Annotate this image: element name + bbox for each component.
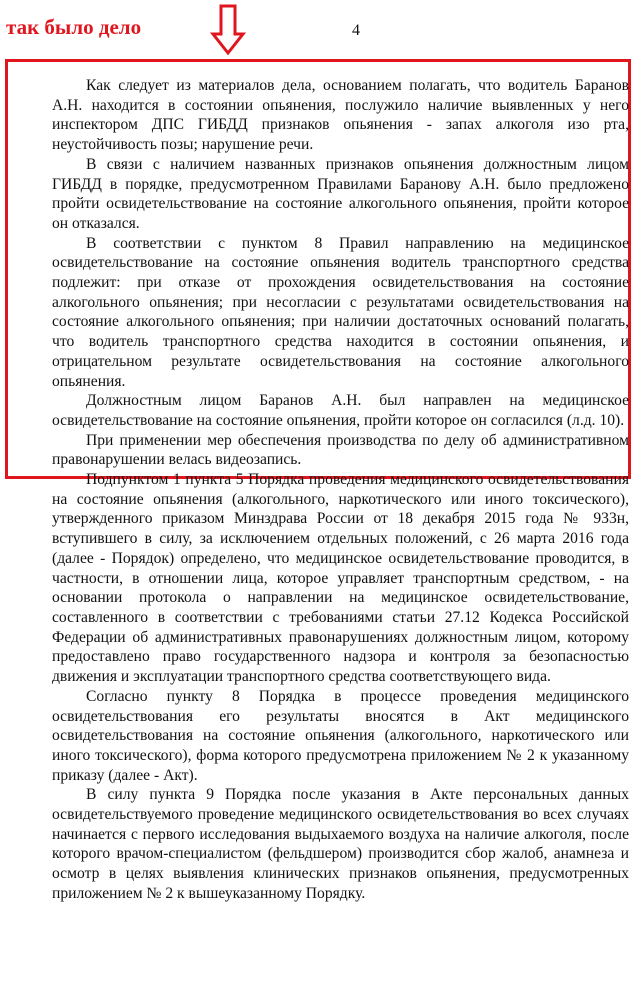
document-body: [52, 76, 629, 904]
paragraph: При применении мер обеспечения производства по делу об административном правонарушении велась видеозапись.: [52, 431, 629, 469]
paragraph: Подпунктом 1 пункта 5 Порядка проведения медицинского освидетельствования на состояние опьянения (алкогольного, наркотического или иного токсического), утвержденного приказом Минздрава России от 18 декабря 2015 года № 933н, вступившего в силу, за исключением отдельных положений, с 26 марта 2016 года (далее - Порядок) определено, что медицинское освидетельствование проводится, в частности, в отношении лица, которое управляет транспортным средством, - на основании протокола о направлении на медицинское освидетельствование, составленного в соответствии с требованиями статьи 27.12 Кодекса Российской Федерации об административных правонарушениях должностным лицом, которому предоставлено право государственного надзора и контроля за безопасностью движения и эксплуатации транспортного средства соответствующего вида.: [52, 471, 629, 686]
down-arrow-icon: [210, 4, 246, 56]
paragraph: Как следует из материалов дела, основанием полагать, что водитель Баранов А.Н. находится в состоянии опьянения, послужило наличие выявленных у него инспектором ДПС ГИБДД признаков опьянения - запах алкоголя изо рта, неустойчивость позы; нарушение речи.: [52, 77, 629, 154]
page-number: 4: [352, 22, 360, 39]
paragraph: В связи с наличием названных признаков опьянения должностным лицом ГИБДД в порядке, предусмотренном Правилами Баранову А.Н. было предложено пройти освидетельствование на состояние алкогольного опьянения, пройти которое он отказался.: [52, 155, 629, 232]
annotation-title: так было дело: [6, 15, 142, 39]
paragraph: Согласно пункту 8 Порядка в процессе проведения медицинского освидетельствования его результаты вносятся в Акт медицинского освидетельствования на состояние опьянения (алкогольного, наркотического или иного токсического), форма которого предусмотрена приложением № 2 к указанному приказу (далее - Акт).: [52, 687, 629, 784]
paragraph: В соответствии с пунктом 8 Правил направлению на медицинское освидетельствование на состояние опьянения водитель транспортного средства подлежит: при отказе от прохождения освидетельствования на состояние алкогольного опьянения; при несогласии с результатами освидетельствования на состояние алкогольного опьянения; при наличии достаточных оснований полагать, что водитель транспортного средства находится в состоянии опьянения, и отрицательном результате освидетельствования на состояние алкогольного опьянения.: [52, 234, 629, 390]
paragraph: Должностным лицом Баранов А.Н. был направлен на медицинское освидетельствование на состояние опьянения, пройти которое он согласился (л.д. 10).: [52, 392, 629, 429]
paragraph: В силу пункта 9 Порядка после указания в Акте персональных данных освидетельствуемого проведение медицинского освидетельствования во всех случаях начинается с первого исследования выдыхаемого воздуха на наличие алкоголя, после которого врачом-специалистом (фельдшером) производится сбор жалоб, анамнеза и осмотр в целях выявления клинических признаков опьянения, предусмотренных приложением № 2 к вышеуказанному Порядку.: [52, 786, 629, 902]
